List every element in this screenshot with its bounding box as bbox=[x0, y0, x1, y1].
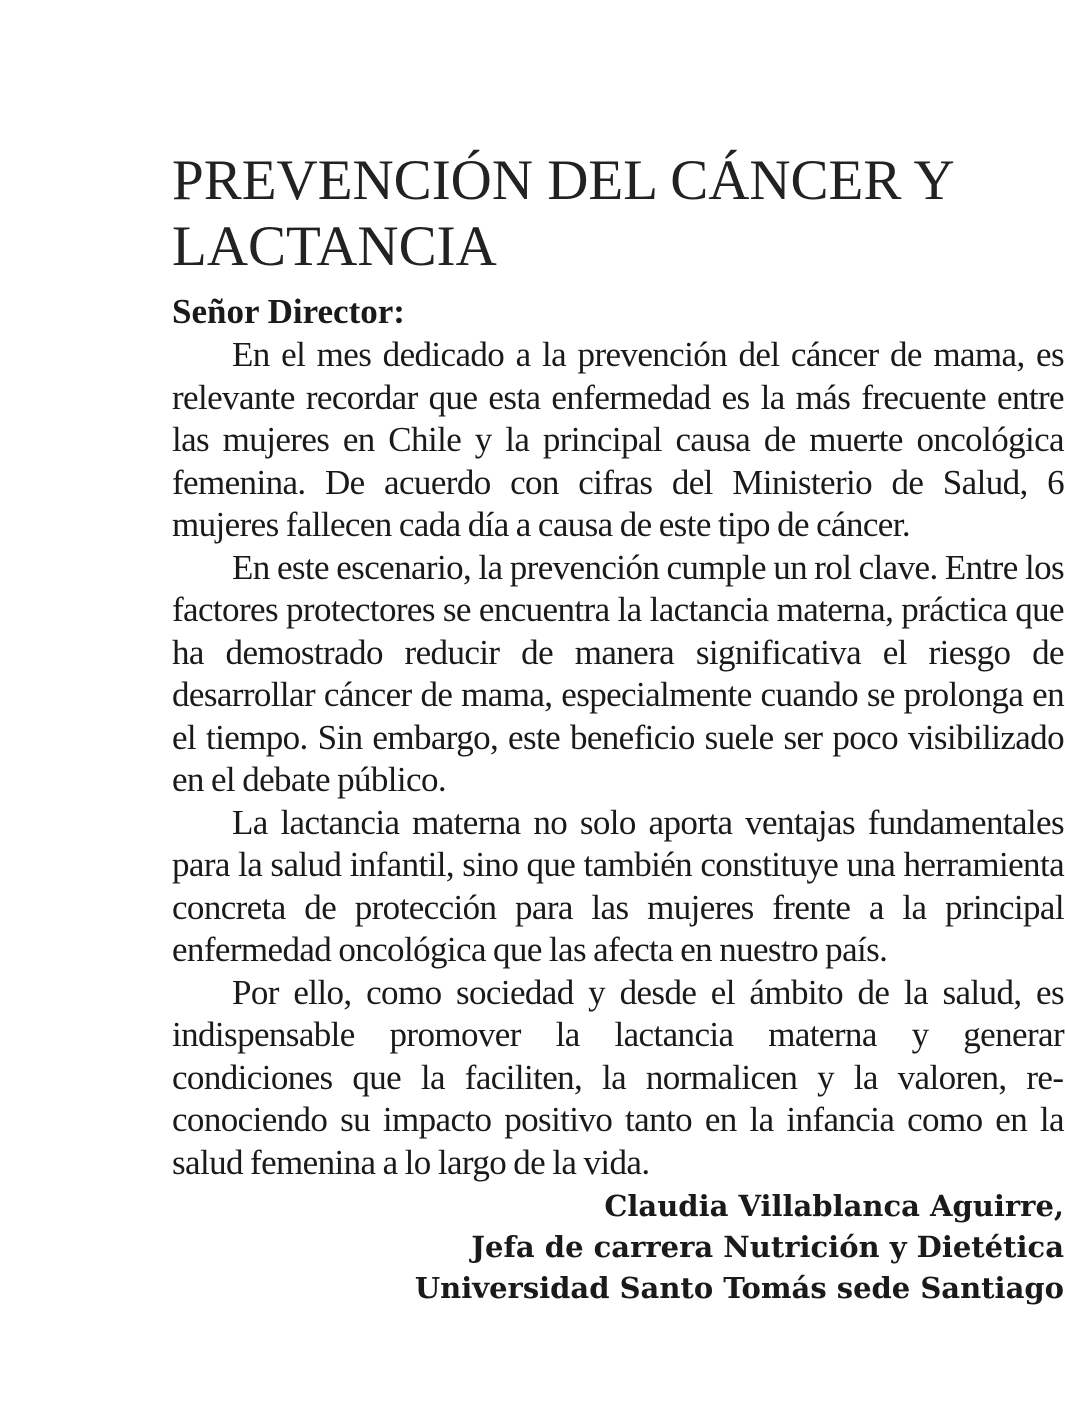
signature-name: Claudia Villablanca Aguirre, bbox=[604, 1189, 1064, 1223]
letter-to-editor bbox=[172, 148, 1064, 1309]
body-paragraph-1: En el mes dedicado a la prevención del cáncer de mama, es relevante recordar que esta enfermedad es la más frecuente entre las mujeres en Chile y la principal causa de muerte oncológica femenina. De acuerdo con cifras del Ministerio de Salud, 6 mujeres fallecen cada día a causa de este tipo de cáncer. bbox=[172, 335, 1064, 544]
salutation: Señor Director: bbox=[172, 292, 405, 331]
letter-title bbox=[172, 148, 1064, 280]
body-paragraph-3: La lactancia materna no solo aporta ventajas fundamentales para la salud infantil, sino que también constituye una herramienta concreta de protección para las mujeres frente a la principal enfermedad oncológica que las afecta en nuestro país. bbox=[172, 802, 1064, 969]
letter-title-line-2: LACTANCIA bbox=[172, 215, 497, 278]
body-paragraph-2: En este escenario, la prevención cumple un rol clave. Entre los factores protectores se encuentra la lactancia materna, práctica que ha demostrado reducir de manera significativa el riesgo de desarrollar cáncer de mama, especialmente cuando se prolonga en el tiempo. Sin embargo, este beneficio suele ser poco visibilizado en el debate público. bbox=[172, 547, 1064, 799]
letter-title-line-1: PREVENCIÓN DEL CÁNCER Y bbox=[172, 149, 955, 212]
signature-institution: Universidad Santo Tomás sede Santiago bbox=[414, 1271, 1064, 1305]
signature-role: Jefa de carrera Nutrición y Dietética bbox=[471, 1230, 1064, 1264]
signature-block bbox=[172, 1186, 1064, 1309]
body-paragraph-4: Por ello, como sociedad y desde el ámbito de la salud, es indispensable promover la lactancia materna y generar condiciones que la faciliten, la normalicen y la valoren, reconociendo su impacto positivo tanto en la infancia como en la salud femenina a lo largo de la vida. bbox=[172, 972, 1064, 1182]
